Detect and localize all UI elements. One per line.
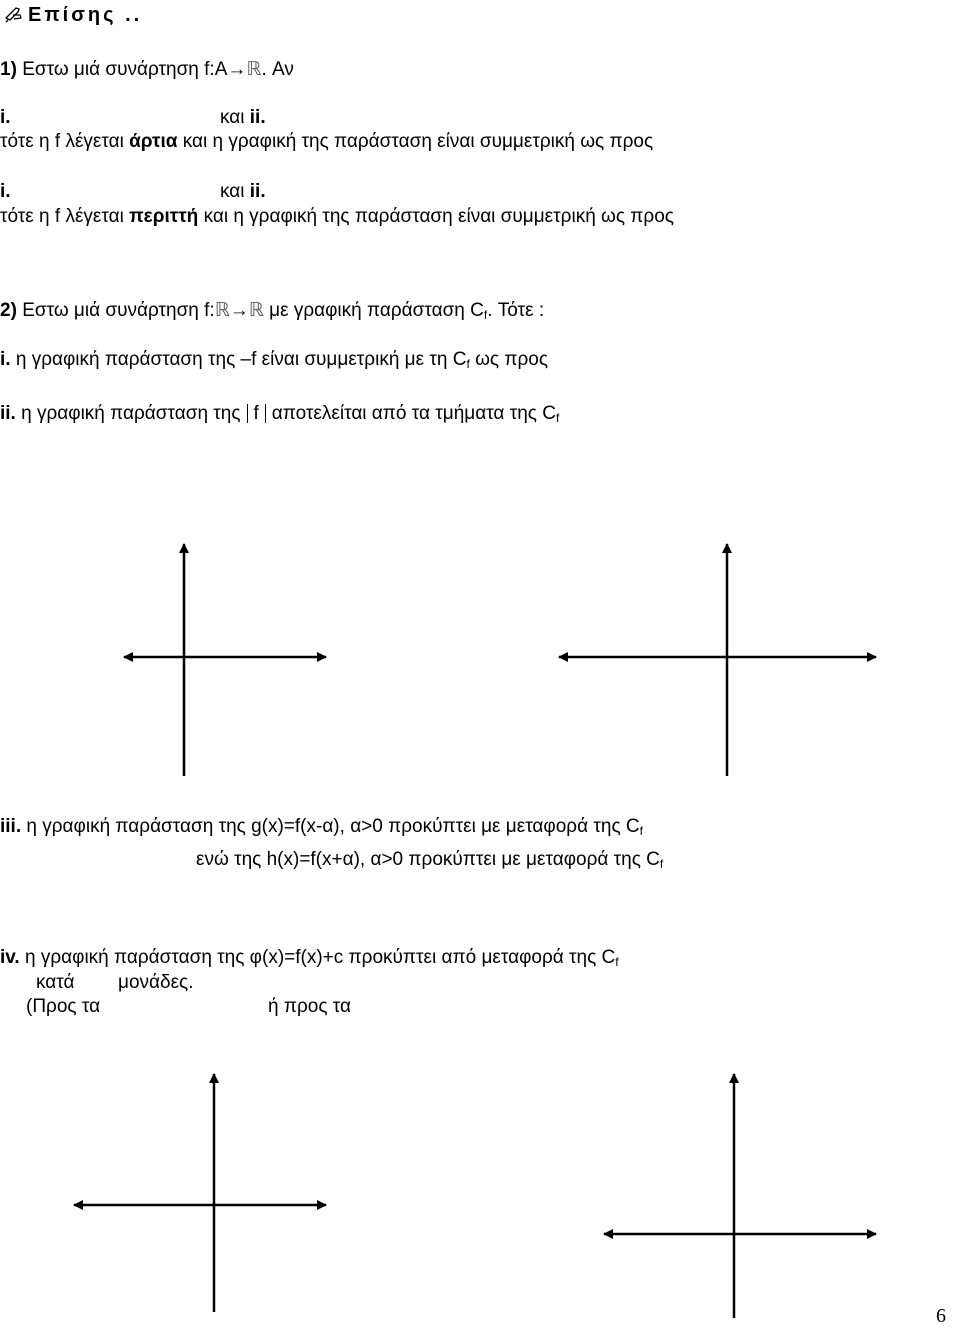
- s1-odd-cond-i: i.: [0, 181, 11, 202]
- s1-intro-end: . Αν: [261, 59, 294, 80]
- s2-item-ii: ii. η γραφική παράσταση της f αποτελείται από τα τμήματα της $C_f$: [0, 403, 560, 425]
- even-term: άρτια: [129, 131, 178, 152]
- s2-item-iv-or-pros: ή προς τα: [268, 996, 351, 1017]
- s1-odd-cond-and: και ii.: [220, 181, 266, 202]
- header-dots: ..: [125, 4, 143, 26]
- arrow-icon: →: [229, 300, 249, 321]
- coordinate-axes-left: [120, 540, 330, 780]
- s2-item-iv-line1: iv. η γραφική παράσταση της φ(x)=f(x)+c προκύπτει από μεταφορά της $C_f$: [0, 947, 619, 969]
- arrow-icon: →: [227, 59, 247, 80]
- s1-intro: [0, 60, 294, 79]
- page-number: 6: [936, 1305, 946, 1327]
- s2-item-iv-pros: (Προς τα: [26, 996, 101, 1017]
- s2-number: 2): [0, 300, 17, 321]
- header-title: Επίσης: [28, 4, 117, 26]
- odd-term: περιττή: [129, 206, 199, 227]
- s2-item-iv-monades: μονάδες.: [118, 972, 194, 993]
- s2-item-iii-line2: ενώ της h(x)=f(x+α), α>0 προκύπτει με μεταφορά της $C_f$: [196, 849, 664, 871]
- s1-even-cond-i: i.: [0, 107, 11, 128]
- page-header: [4, 4, 142, 25]
- coordinate-axes-right: [555, 540, 880, 780]
- s1-intro-text: Εστω μιά συνάρτηση f:A: [22, 59, 228, 80]
- s1-odd-text: τότε η f λέγεται περιττή και η γραφική της παράσταση είναι συμμετρική ως προς: [0, 206, 674, 227]
- s2-item-i: i. η γραφική παράσταση της –f είναι συμμετρική με τη $C_f$ ως προς: [0, 349, 548, 371]
- absolute-value-f: f: [247, 404, 266, 423]
- writing-hand-icon: [4, 4, 24, 24]
- coordinate-axes-bottom-left: [70, 1070, 330, 1315]
- coordinate-axes-bottom-right: [600, 1070, 880, 1320]
- real-set-symbol: ℝ: [246, 58, 262, 80]
- s1-number: 1): [0, 59, 17, 80]
- s2-intro: 2) Εστω μιά συνάρτηση f:ℝ→ℝ με γραφική παράσταση $C_f$. Τότε :: [0, 299, 545, 322]
- s1-even-text: τότε η f λέγεται άρτια και η γραφική της παράσταση είναι συμμετρική ως προς: [0, 131, 654, 152]
- s2-item-iii-line1: iii. η γραφική παράσταση της g(x)=f(x-α), α>0 προκύπτει με μεταφορά της $C_f$: [0, 816, 643, 838]
- s2-item-iv-kata: κατά: [36, 972, 75, 993]
- s1-even-cond-and: και ii.: [220, 107, 266, 128]
